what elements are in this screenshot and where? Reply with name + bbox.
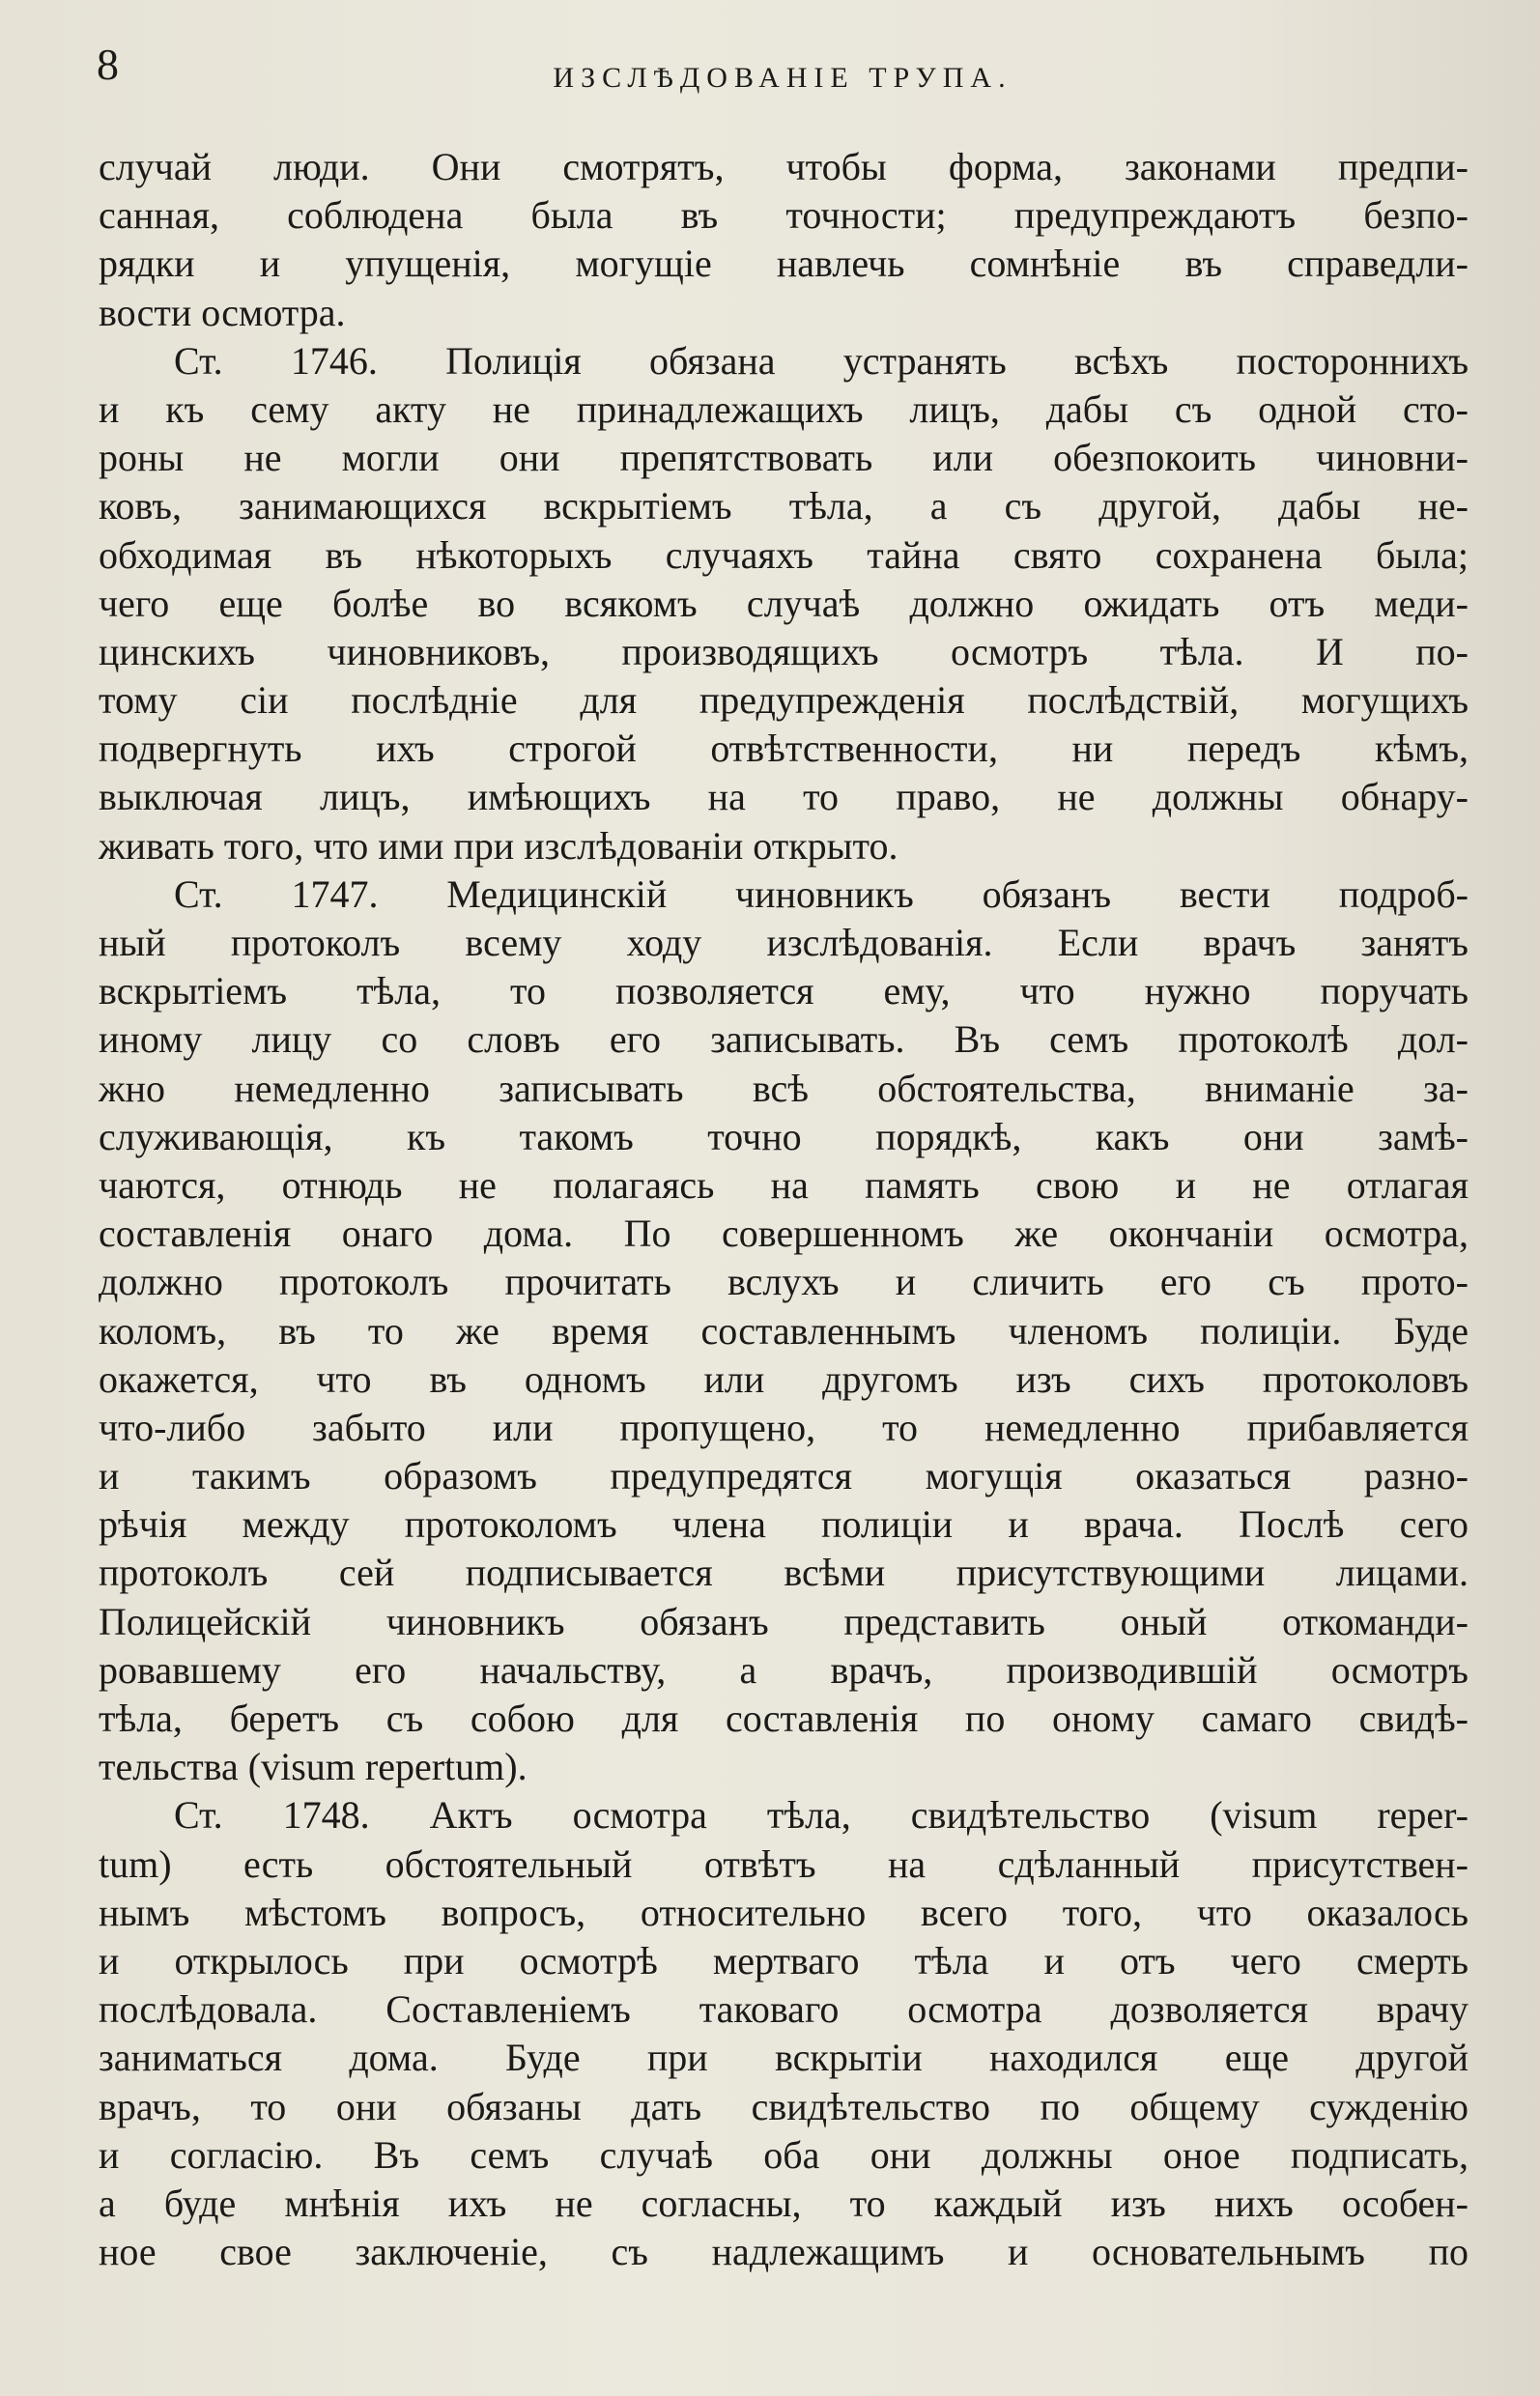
text-line: что-либо забыто или пропущено, то немедленно прибавляется [99,1405,1469,1449]
text-line: составленія онаго дома. По совершенномъ же окончаніи осмотра, [99,1212,1469,1256]
text-line: Ст. 1747. Медицинскій чиновникъ обязанъ вести подроб- [174,871,1469,916]
text-line: подвергнуть ихъ строгой отвѣтственности, ни передъ кѣмъ, [99,727,1469,771]
page-number: 8 [97,40,119,89]
text-line: а буде мнѣнія ихъ не согласны, то каждый изъ нихъ особен- [99,2181,1469,2225]
text-line: санная, соблюдена была въ точности; предупреждаютъ безпо- [99,193,1469,238]
text-line: и открылось при осмотрѣ мертваго тѣла и отъ чего смерть [99,1938,1469,1982]
text-line: роны не могли они препятствовать или обезпокоить чиновни- [99,436,1469,480]
text-line: должно протоколъ прочитать вслухъ и сличить его съ прото- [99,1260,1469,1304]
text-line: иному лицу со словъ его записывать. Въ семъ протоколѣ дол- [99,1017,1469,1062]
text-line: врачъ, то они обязаны дать свидѣтельство по общему сужденію [99,2084,1469,2128]
text-line: чаются, отнюдь не полагаясь на память свою и не отлагая [99,1162,1469,1207]
text-line: обходимая въ нѣкоторыхъ случаяхъ тайна свято сохранена была; [99,532,1469,577]
text-line: тельства (visum repertum). [99,1745,528,1789]
text-line: ный протоколъ всему ходу изслѣдованія. Если врачъ занятъ [99,921,1469,964]
text-line: живать того, что ими при изслѣдованіи открыто. [99,823,898,868]
text-line: ковъ, занимающихся вскрытіемъ тѣла, а съ другой, дабы не- [99,484,1469,528]
text-line: окажется, что въ одномъ или другомъ изъ сихъ протоколовъ [99,1356,1469,1401]
text-line: случай люди. Они смотрятъ, чтобы форма, законами предпи- [99,145,1469,188]
text-line: и согласію. Въ семъ случаѣ оба они должны оное подписать, [99,2132,1469,2177]
body-text [99,143,1469,2276]
text-line: выключая лицъ, имѣющихъ на то право, не должны обнару- [99,775,1469,819]
text-line: служивающія, къ такомъ точно порядкѣ, какъ они замѣ- [99,1114,1469,1158]
text-line: tum) есть обстоятельный отвѣтъ на сдѣланный присутствен- [99,1841,1469,1886]
page-header [97,39,1469,106]
text-line: протоколъ сей подписывается всѣми присутствующими лицами. [99,1551,1469,1595]
text-line: и къ сему акту не принадлежащихъ лицъ, дабы съ одной сто- [99,386,1469,431]
text-line: тому сіи послѣдніе для предупрежденія послѣдствій, могущихъ [99,678,1469,723]
text-line: тѣла, беретъ съ собою для составленія по оному самаго свидѣ- [99,1697,1469,1740]
text-line: рѣчія между протоколомъ члена полиціи и врача. Послѣ сего [99,1502,1469,1547]
text-line: послѣдовала. Составленіемъ таковаго осмотра дозволяется врачу [99,1987,1469,2032]
text-line: и такимъ образомъ предупредятся могущія оказаться разно- [99,1454,1469,1498]
text-line: Ст. 1748. Актъ осмотра тѣла, свидѣтельство (visum reper- [174,1793,1469,1838]
text-line: Полицейскій чиновникъ обязанъ представить оный откоманди- [99,1599,1469,1643]
text-line: коломъ, въ то же время составленнымъ членомъ полиціи. Буде [99,1308,1469,1353]
running-title: ИЗСЛѢДОВАНІЕ ТРУПА. [553,62,1012,94]
text-line: заниматься дома. Буде при вскрытіи находился еще другой [99,2036,1469,2080]
text-line: ное свое заключеніе, съ надлежащимъ и основательнымъ по [99,2230,1469,2274]
text-line: рядки и упущенія, могущіе навлечь сомнѣніе въ справедли- [99,242,1469,286]
text-line: нымъ мѣстомъ вопросъ, относительно всего того, что оказалось [99,1890,1469,1934]
text-line: вскрытіемъ тѣла, то позволяется ему, что нужно поручать [99,969,1469,1013]
text-line: жно немедленно записывать всѣ обстоятельства, вниманіе за- [99,1066,1469,1110]
text-line: Ст. 1746. Полиція обязана устранять всѣхъ постороннихъ [174,338,1469,383]
text-line: чего еще болѣе во всякомъ случаѣ должно ожидать отъ меди- [99,581,1469,625]
text-line: цинскихъ чиновниковъ, производящихъ осмотръ тѣла. И по- [99,629,1469,673]
text-line: ровавшему его начальству, а врачъ, производившій осмотръ [99,1647,1469,1692]
text-line: вости осмотра. [99,290,346,334]
